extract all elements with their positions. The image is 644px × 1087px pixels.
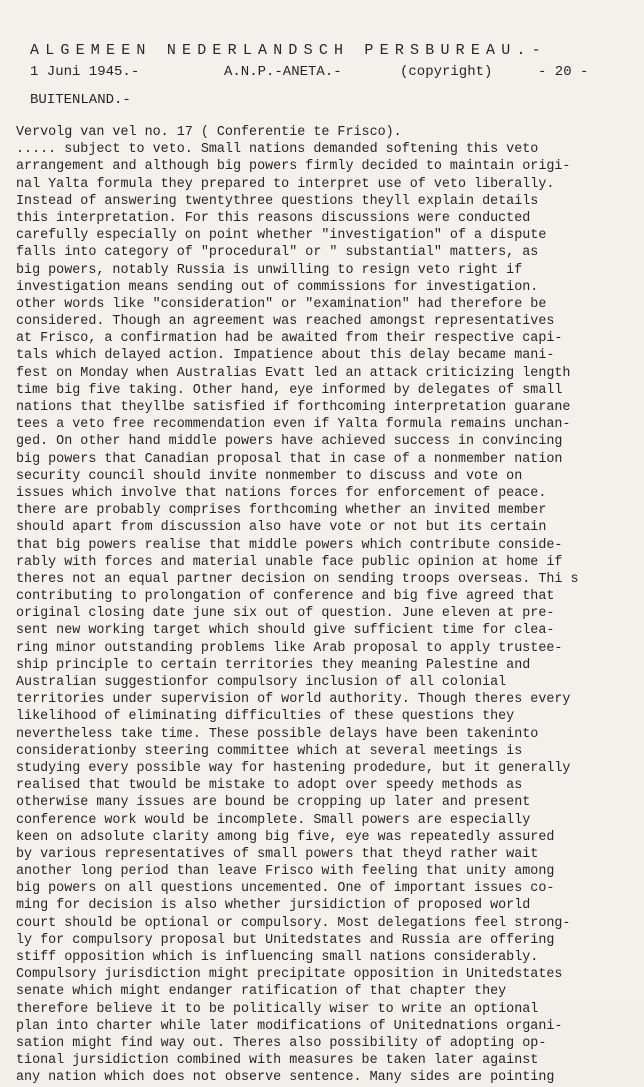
body-line: that big powers realise that middle powers which contribute conside- <box>16 537 563 553</box>
body-line: Vervolg van vel no. 17 ( Conferentie te Frisco). <box>16 125 402 140</box>
body-line: rably with forces and material unable face public opinion at home if <box>16 554 563 570</box>
body-line: Compulsory jurisdiction might precipitate opposition in Unitedstates <box>16 967 563 983</box>
body-line: original closing date june six out of question. June eleven at pre- <box>16 606 555 622</box>
body-line: this interpretation. For this reasons discussions were conducted <box>16 210 531 226</box>
body-line: theres not an equal partner decision on sending troops overseas. Thi s <box>16 571 579 587</box>
body-line: territories under supervision of world authority. Though theres every <box>16 692 571 708</box>
body-line: keen on adsolute clarity among big five, eye was repeatedly assured <box>16 829 555 845</box>
body-line: conference work would be incomplete. Small powers are especially <box>16 812 531 828</box>
body-line: tees a veto free recommendation even if Yalta formula remains unchan- <box>16 417 571 433</box>
body-line: at Frisco, a confirmation had be awaited from their respective capi- <box>16 331 563 347</box>
document-date: 1 Juni 1945.- <box>30 64 140 80</box>
body-line: issues which involve that nations forces for enforcement of peace. <box>16 485 547 501</box>
body-line: time big five taking. Other hand, eye informed by delegates of small <box>16 382 563 398</box>
copyright-notice: (copyright) <box>400 64 493 80</box>
body-line: falls into category of "procedural" or " substantial" matters, as <box>16 245 539 261</box>
body-line: sent new working target which should give sufficient time for clea- <box>16 623 555 639</box>
body-line: studying every possible way for hastening prodedure, but it generally <box>16 760 571 776</box>
body-line: there are probably comprises forthcoming whether an invited member <box>16 503 547 519</box>
body-line: should apart from discussion also have vote or not but its certain <box>16 520 547 536</box>
body-line: ly for compulsory proposal but Unitedstates and Russia are offering <box>16 932 555 948</box>
article-body <box>16 124 628 1087</box>
body-line: big powers on all questions uncemented. One of important issues co- <box>16 881 555 897</box>
body-line: any nation which does not observe sentence. Many sides are pointing <box>16 1070 555 1086</box>
body-line: court should be optional or compulsory. Most delegations feel strong- <box>16 915 571 931</box>
body-line: arrangement and although big powers firmly decided to maintain origi- <box>16 159 571 175</box>
body-line: fest on Monday when Australias Evatt led an attack criticizing length <box>16 365 571 381</box>
body-line: ming for decision is also whether jursidiction of proposed world <box>16 898 531 914</box>
body-line: plan into charter while later modifications of Unitednations organi- <box>16 1018 563 1034</box>
body-line: sation might find way out. Theres also possibility of adopting op- <box>16 1035 547 1051</box>
body-line: tals which delayed action. Impatience about this delay became mani- <box>16 348 555 364</box>
body-line: big powers, notably Russia is unwilling to resign veto right if <box>16 262 523 278</box>
body-line: carefully especially on point whether "investigation" of a dispute <box>16 228 547 244</box>
body-line: tional jursidiction combined with measures be taken later against <box>16 1053 539 1069</box>
press-bureau-title: ALGEMEEN NEDERLANDSCH PERSBUREAU.- <box>30 42 547 59</box>
body-line: nal Yalta formula they prepared to interpret use of veto liberally. <box>16 176 555 192</box>
body-line: realised that twould be mistake to adopt over speedy methods as <box>16 778 523 794</box>
body-line: security council should invite nonmember to discuss and vote on <box>16 468 523 484</box>
body-line: Australian suggestionfor compulsory inclusion of all colonial <box>16 675 507 690</box>
body-line: ring minor outstanding problems like Arab proposal to apply trustee- <box>16 640 563 656</box>
agency-name: A.N.P.-ANETA.- <box>224 64 342 80</box>
body-line: another long period than leave Frisco with feeling that unity among <box>16 864 555 880</box>
body-line: considered. Though an agreement was reached amongst representatives <box>16 314 555 330</box>
body-line: contributing to prolongation of conference and big five agreed that <box>16 589 555 605</box>
body-line: nevertheless take time. These possible delays have been takeninto <box>16 726 539 742</box>
body-line: likelihood of eliminating difficulties of these questions they <box>16 709 515 725</box>
body-line: ..... subject to veto. Small nations demanded softening this veto <box>16 142 539 158</box>
body-line: other words like "consideration" or "examination" had therefore be <box>16 296 547 312</box>
header-info-row <box>30 64 630 84</box>
body-line: ged. On other hand middle powers have achieved success in convincing <box>16 434 563 450</box>
page-number: - 20 - <box>538 64 589 80</box>
body-line: considerationby steering committee which at several meetings is <box>16 743 523 759</box>
body-line: therefore believe it to be politically wiser to write an optional <box>16 1001 539 1017</box>
body-line: big powers that Canadian proposal that in case of a nonmember nation <box>16 451 563 467</box>
body-line: ship principle to certain territories they meaning Palestine and <box>16 657 531 673</box>
body-line: nations that theyllbe satisfied if forthcoming interpretation guarane <box>16 400 571 415</box>
body-line: Instead of answering twentythree questions theyll explain details <box>16 193 539 209</box>
body-line: stiff opposition which is influencing small nations considerably. <box>16 950 539 965</box>
body-line: by various representatives of small powers that theyd rather wait <box>16 846 539 862</box>
body-line: otherwise many issues are bound be cropping up later and present <box>16 795 531 811</box>
body-line: investigation means sending out of commissions for investigation. <box>16 279 539 295</box>
body-line: senate which might endanger ratification of that chapter they <box>16 984 507 1000</box>
section-label: BUITENLAND.- <box>30 92 131 108</box>
